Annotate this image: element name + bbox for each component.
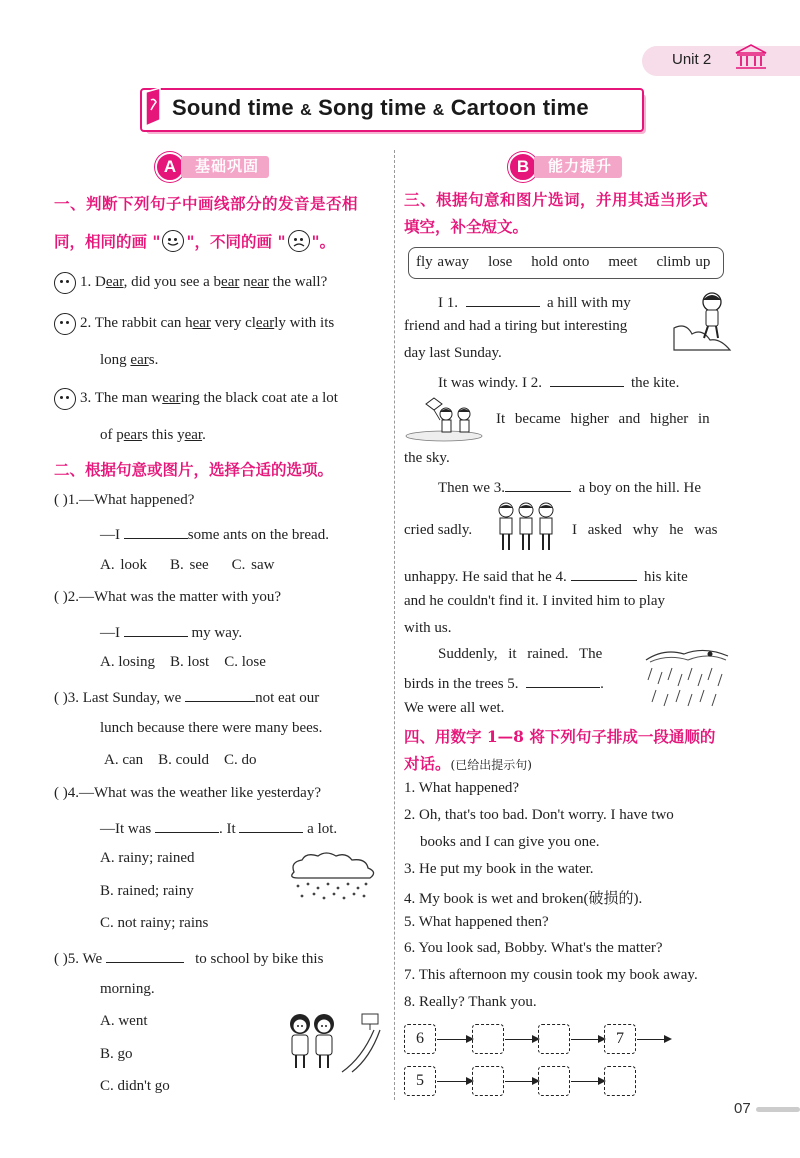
arrow: [437, 1039, 467, 1040]
order-box[interactable]: [472, 1066, 504, 1096]
q4-sentence-1: 1. What happened?: [404, 780, 520, 796]
q1-title-line2: 同，相同的画 " "，不同的画 " "。: [54, 232, 336, 251]
blank[interactable]: [124, 622, 188, 637]
column-divider: [394, 150, 395, 1100]
passage-p1-line3: day last Sunday.: [404, 345, 502, 361]
q2-item-5-option-b: B. go: [100, 1046, 133, 1062]
blank[interactable]: [106, 948, 184, 963]
q2-item-5-option-a: A. went: [100, 1013, 148, 1029]
blank[interactable]: [124, 524, 188, 539]
order-box[interactable]: 7: [604, 1024, 636, 1054]
answer-paren[interactable]: ( ): [54, 690, 68, 706]
girl-climbing-image: [672, 288, 732, 358]
smile-icon: [162, 230, 184, 252]
q2-item-5: ( )5. We to school by bike this: [54, 948, 323, 968]
q2-title: 二、根据句意或图片，选择合适的选项。: [54, 460, 334, 479]
answer-paren[interactable]: ( ): [54, 951, 68, 967]
order-box[interactable]: [538, 1066, 570, 1096]
q2-item-5-option-c: C. didn't go: [100, 1078, 170, 1094]
rain-tree-image: [644, 644, 730, 720]
passage-p1-line2: friend and had a tiring but interesting: [404, 318, 628, 334]
section-b-label: 能力提升: [534, 156, 622, 178]
q2-item-3-line2: lunch because there were many bees.: [100, 720, 323, 736]
passage-p3-line2: cried sadly.: [404, 522, 473, 538]
q1-item-2-line2: long ears.: [100, 352, 159, 368]
answer-face-1[interactable]: [54, 272, 76, 294]
q1-item-3-line1: 3. The man wearing the black coat ate a lot: [80, 390, 338, 406]
answer-paren[interactable]: ( ): [54, 589, 68, 605]
q2-item-1-line2: —I some ants on the bread.: [100, 524, 329, 544]
word-option: climb up: [656, 254, 711, 270]
frown-icon: [288, 230, 310, 252]
passage-p2-line2: It became higher and higher in: [496, 411, 710, 427]
q2-item-4-line2: —It was . It a lot.: [100, 818, 337, 838]
q4-sentence-4: 4. My book is wet and broken(破损的).: [404, 891, 643, 907]
blank[interactable]: [571, 566, 637, 581]
q4-sentence-7: 7. This afternoon my cousin took my book away.: [404, 967, 698, 983]
word-option: lose: [488, 254, 513, 270]
temple-icon: [734, 44, 768, 76]
flag-icon: [142, 86, 166, 134]
order-box[interactable]: [472, 1024, 504, 1054]
blank[interactable]: [239, 818, 303, 833]
q2-item-1-options: A. look B. see C. saw: [100, 557, 275, 573]
q2-item-1: ( )1.—What happened?: [54, 492, 195, 508]
passage-p3-line3: I asked why he was: [572, 522, 718, 538]
arrow: [505, 1039, 533, 1040]
blank[interactable]: [185, 687, 255, 702]
word-option: fly away: [416, 254, 470, 270]
section-a-letter: A: [155, 152, 185, 182]
passage-p2-line1: It was windy. I 2. the kite.: [438, 372, 679, 392]
passage-p4-line1: Suddenly, it rained. The: [438, 646, 603, 662]
order-box[interactable]: 5: [404, 1066, 436, 1096]
q2-item-4-option-b: B. rained; rainy: [100, 883, 194, 899]
passage-p3-line6: with us.: [404, 620, 452, 636]
blank[interactable]: [550, 372, 624, 387]
page-title: Sound time & Song time & Cartoon time: [172, 95, 589, 120]
q2-item-4-option-c: C. not rainy; rains: [100, 915, 209, 931]
blank[interactable]: [155, 818, 219, 833]
q2-item-5-line2: morning.: [100, 981, 155, 997]
q2-item-3: ( )3. Last Sunday, we not eat our: [54, 687, 319, 707]
passage-p1-line1: I 1. a hill with my: [438, 292, 631, 312]
q1-item-3-line2: of pears this year.: [100, 427, 206, 443]
answer-paren[interactable]: ( ): [54, 785, 68, 801]
passage-p3-line1: Then we 3. a boy on the hill. He: [438, 477, 701, 497]
section-b-badge: [508, 152, 622, 182]
q4-sentence-5: 5. What happened then?: [404, 914, 549, 930]
answer-face-3[interactable]: [54, 388, 76, 410]
unit-label: Unit 2: [672, 51, 712, 68]
blank[interactable]: [526, 673, 600, 688]
q1-item-2-line1: 2. The rabbit can hear very clearly with its: [80, 315, 335, 331]
answer-face-2[interactable]: [54, 313, 76, 335]
answer-paren[interactable]: ( ): [54, 492, 68, 508]
boys-image: [492, 500, 560, 558]
passage-p4-line3: We were all wet.: [404, 700, 505, 716]
q3-title-line1: 三、根据句意和图片选词，并用其适当形式: [404, 190, 709, 209]
q4-sentence-2-cont: books and I can give you one.: [420, 834, 600, 850]
passage-p3-line4: unhappy. He said that he 4. his kite: [404, 566, 688, 586]
order-box[interactable]: [604, 1066, 636, 1096]
blank[interactable]: [505, 477, 571, 492]
arrowhead: [664, 1035, 672, 1043]
q3-title-line2: 填空，补全短文。: [404, 217, 529, 236]
page-number: 07: [734, 1100, 751, 1117]
q2-item-2: ( )2.—What was the matter with you?: [54, 589, 282, 605]
order-box[interactable]: 6: [404, 1024, 436, 1054]
arrow: [437, 1081, 467, 1082]
q1-title-line1: 一、判断下列句子中画线部分的发音是否相: [54, 194, 359, 213]
page-bar: [756, 1107, 800, 1112]
q4-sentence-3: 3. He put my book in the water.: [404, 861, 594, 877]
q2-item-3-options: A. can B. could C. do: [104, 752, 257, 768]
rain-cloud-image: [284, 850, 380, 906]
q4-sentence-8: 8. Really? Thank you.: [404, 994, 537, 1010]
q4-title-line2: 对话。(已给出提示句): [404, 754, 532, 773]
blank[interactable]: [466, 292, 540, 307]
arrow: [505, 1081, 533, 1082]
word-option: hold onto: [531, 254, 590, 270]
arrow: [637, 1039, 665, 1040]
passage-p4-line2: birds in the trees 5. .: [404, 673, 604, 693]
q1-item-1: 1. Dear, did you see a bear near the wall?: [80, 274, 328, 290]
section-b-letter: B: [508, 152, 538, 182]
q2-item-2-line2: —I my way.: [100, 622, 242, 642]
kids-kite-image: [404, 396, 488, 446]
word-bank-items: [416, 254, 710, 271]
q4-sentence-6: 6. You look sad, Bobby. What's the matter?: [404, 940, 663, 956]
passage-p3-line5: and he couldn't find it. I invited him to play: [404, 593, 665, 609]
q2-item-4-option-a: A. rainy; rained: [100, 850, 195, 866]
q2-item-4: ( )4.—What was the weather like yesterday?: [54, 785, 321, 801]
passage-p2-line3: the sky.: [404, 450, 450, 466]
section-a-badge: [155, 152, 269, 182]
word-option: meet: [608, 254, 638, 270]
q2-item-2-options: A. losing B. lost C. lose: [100, 654, 266, 670]
kids-school-image: [282, 1008, 382, 1078]
unit-tab: [642, 46, 800, 76]
section-a-label: 基础巩固: [181, 156, 269, 178]
arrow: [571, 1081, 599, 1082]
q4-title-line1: 四、用数字 1—8 将下列句子排成一段通顺的: [404, 727, 716, 746]
arrow: [571, 1039, 599, 1040]
q4-sentence-2: 2. Oh, that's too bad. Don't worry. I have two: [404, 807, 674, 823]
order-box[interactable]: [538, 1024, 570, 1054]
